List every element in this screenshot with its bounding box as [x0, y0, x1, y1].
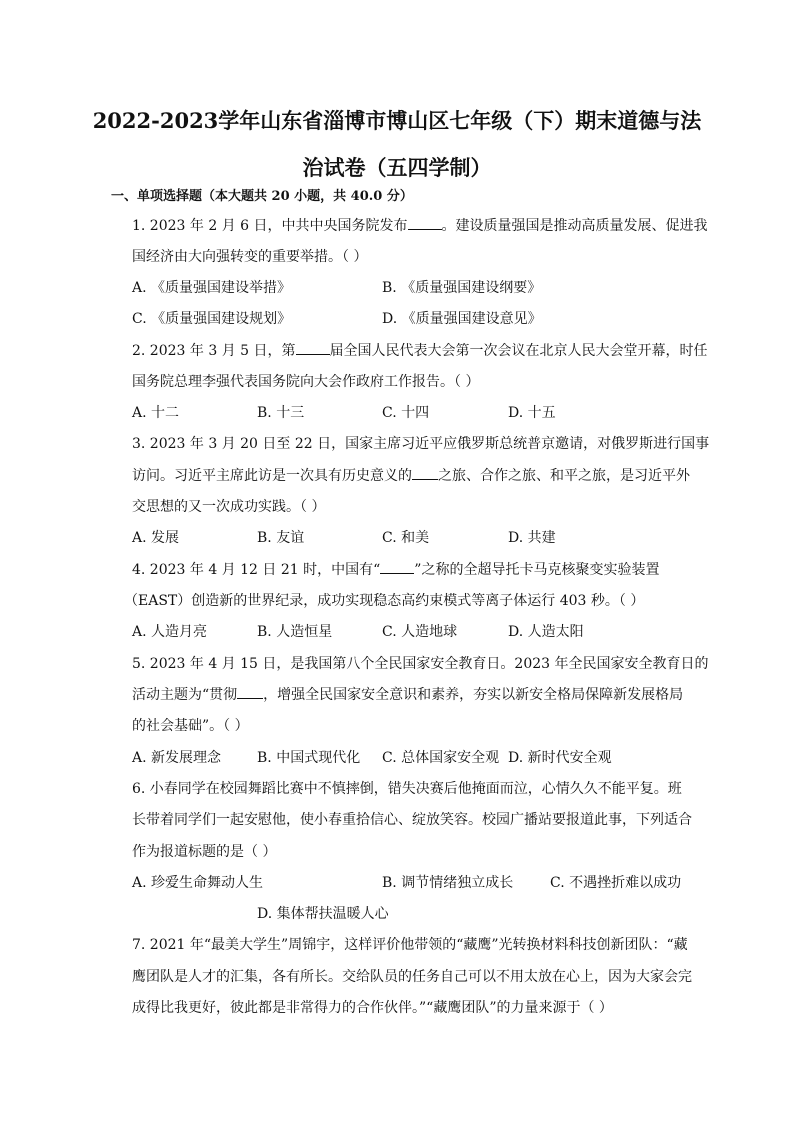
question-6-line-3: 作为报道标题的是（ ）: [132, 844, 277, 860]
question-4-option-c: C. 人造地球: [382, 624, 458, 640]
question-3-option-b: B. 友谊: [257, 530, 305, 546]
question-6-option-c: C. 不遇挫折难以成功: [550, 875, 682, 891]
question-2-option-d: D. 十五: [508, 405, 556, 421]
answer-blank: [380, 560, 414, 574]
question-4-option-d: D. 人造太阳: [508, 624, 584, 640]
answer-blank: [408, 216, 442, 230]
question-5-option-b: B. 中国式现代化: [257, 750, 361, 766]
question-2-option-c: C. 十四: [382, 405, 430, 421]
question-3-line-2: 访问。习近平主席此访是一次具有历史意义的 之旅、合作之旅、和平之旅，是习近平外: [132, 468, 690, 484]
question-6-line-2: 长带着同学们一起安慰他，使小春重拾信心、绽放笑容。校园广播站要报道此事，下列适合: [132, 812, 692, 828]
question-3-option-c: C. 和美: [382, 530, 430, 546]
question-4-line-2: （EAST）创造新的世界纪录，成功实现稳态高约束模式等离子体运行 403 秒。（ ）: [124, 593, 645, 609]
question-1-line-1: 1. 2023 年 2 月 6 日，中共中央国务院发布 。建设质量强国是推动高质量发展、促进我: [132, 218, 708, 234]
question-1-option-b: B. 《质量强国建设纲要》: [382, 280, 542, 296]
question-5-option-d: D. 新时代安全观: [508, 750, 612, 766]
question-6-option-b: B. 调节情绪独立成长: [382, 875, 514, 891]
question-7-line-2: 鹰团队是人才的汇集，各有所长。交给队员的任务自己可以不用太放在心上，因为大家会完: [132, 969, 692, 985]
exam-title: [90, 97, 704, 191]
question-3-option-d: D. 共建: [508, 530, 556, 546]
question-5-line-1: 5. 2023 年 4 月 15 日，是我国第八个全民国家安全教育日。2023 年全民国家安全教育日的: [132, 656, 709, 672]
question-2-line-1: 2. 2023 年 3 月 5 日，第 届全国人民代表大会第一次会议在北京人民大会堂开幕，时任: [132, 343, 708, 359]
question-7-line-3: 成得比我更好，彼此都是非常得力的合作伙伴。”“藏鹰团队”的力量来源于（ ）: [132, 1000, 613, 1016]
question-1-line-2: 国经济由大向强转变的重要举措。（ ）: [132, 249, 368, 265]
question-6-option-d: D. 集体帮扶温暖人心: [257, 906, 389, 922]
question-2-option-b: B. 十三: [257, 405, 305, 421]
section-heading: 一、单项选择题（本大题共 20 小题，共 40.0 分）: [111, 189, 413, 204]
question-5-line-3: 的社会基础”。（ ）: [132, 718, 249, 734]
question-5-option-c: C. 总体国家安全观: [382, 750, 500, 766]
question-3-line-1: 3. 2023 年 3 月 20 日至 22 日，国家主席习近平应俄罗斯总统普京邀请，对俄罗斯进行国事: [132, 436, 710, 452]
question-7-line-1: 7. 2021 年“最美大学生”周锦宇，这样评价他带领的“藏鹰”光转换材料科技创新团队：“藏: [132, 937, 688, 953]
answer-blank: [296, 341, 330, 355]
question-6-line-1: 6. 小春同学在校园舞蹈比赛中不慎摔倒，错失决赛后他掩面而泣，心情久久不能平复。班: [132, 781, 682, 797]
question-5-option-a: A. 新发展理念: [132, 750, 222, 766]
question-1-option-d: D. 《质量强国建设意见》: [382, 311, 542, 327]
title-line-2: 治试卷（五四学制）: [302, 155, 492, 180]
question-2-option-a: A. 十二: [132, 405, 180, 421]
question-6-option-a: A. 珍爱生命舞动人生: [132, 875, 264, 891]
question-4-option-b: B. 人造恒星: [257, 624, 333, 640]
question-1-option-c: C. 《质量强国建设规划》: [132, 311, 292, 327]
question-4-option-a: A. 人造月亮: [132, 624, 208, 640]
answer-blank: [237, 685, 263, 699]
question-5-line-2: 活动主题为“贯彻 ，增强全民国家安全意识和素养，夯实以新安全格局保障新发展格局: [132, 687, 684, 703]
question-1-option-a: A. 《质量强国建设举措》: [132, 280, 292, 296]
answer-blank: [412, 466, 438, 480]
question-3-option-a: A. 发展: [132, 530, 180, 546]
question-3-line-3: 交思想的又一次成功实践。（ ）: [132, 499, 326, 515]
question-4-line-1: 4. 2023 年 4 月 12 日 21 时，中国有“ ”之称的全超导托卡马克核聚变实验装置: [132, 562, 660, 578]
title-line-1: 2022-2023学年山东省淄博市博山区七年级（下）期末道德与法: [92, 108, 702, 133]
question-2-line-2: 国务院总理李强代表国务院向大会作政府工作报告。（ ）: [132, 374, 480, 390]
